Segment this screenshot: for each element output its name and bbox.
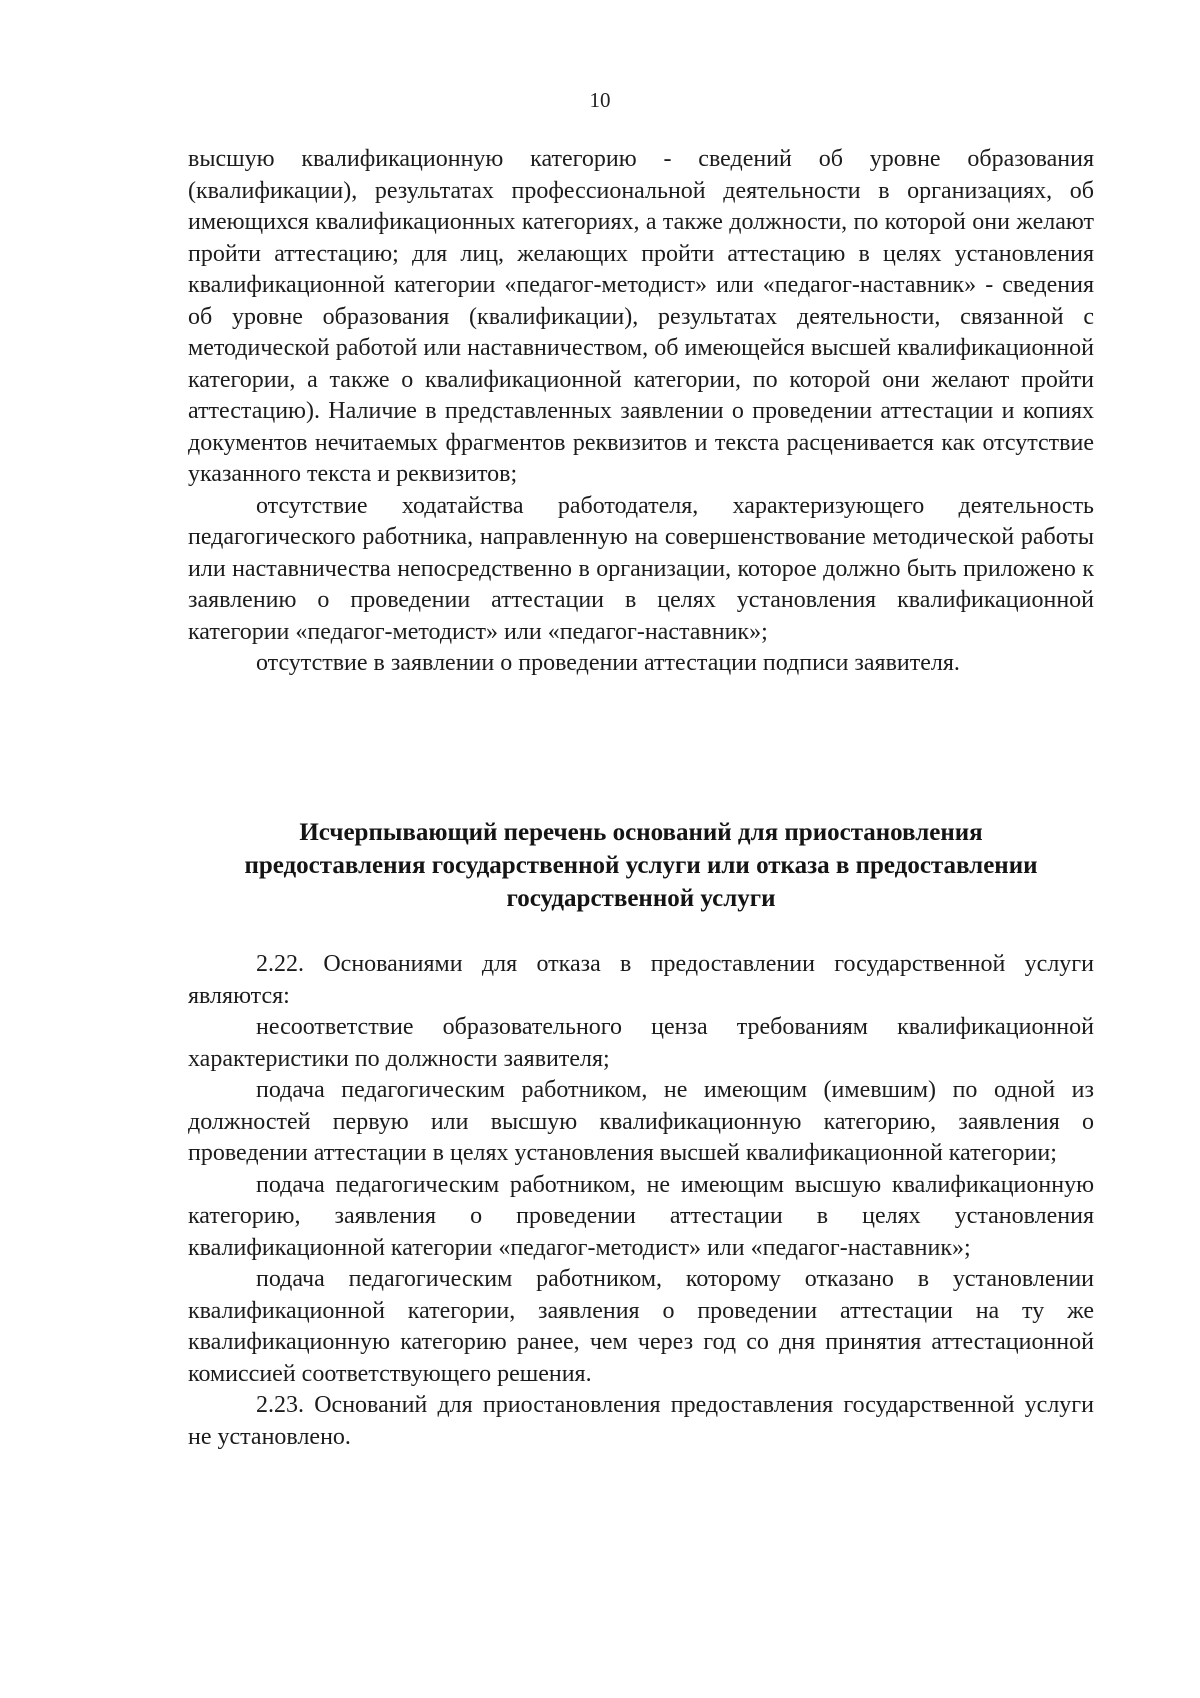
paragraph-continuation: высшую квалификационную категорию - сведений об уровне образования (квалификации), результатах профессиональной деятельности в организациях, об имеющихся квалификационных категориях, а также должности, по которой они желают пройти аттестацию; для лиц, желающих пройти аттестацию в целях установления квалификационной категории «педагог-методист» или «педагог-наставник» - сведения об уровне образования (квалификации), результатах деятельности, связанной с методической работой или наставничеством, об имеющейся высшей квалификационной категории, а также о квалификационной категории, по которой они желают пройти аттестацию). Наличие в представленных заявлении о проведении аттестации и копиях документов нечитаемых фрагментов реквизитов и текста расценивается как отсутствие указанного текста и реквизитов;	[188, 146, 1094, 487]
section-heading-line-3: государственной услуги	[506, 885, 776, 912]
section-heading	[188, 816, 1094, 915]
paragraph-repeat-application: подача педагогическим работником, которому отказано в установлении квалификационной категории, заявления о проведении аттестации на ту же квалификационную категорию ранее, чем через год со дня принятия аттестационной комиссией соответствующего решения.	[188, 1266, 1094, 1387]
bottom-text-block	[188, 949, 1094, 1453]
paragraph-2-22: 2.22. Основаниями для отказа в предоставлении государственной услуги являются:	[188, 951, 1094, 1009]
paragraph-methodist-mentor-application: подача педагогическим работником, не имеющим высшую квалификационную категорию, заявления о проведении аттестации в целях установления квалификационной категории «педагог-методист» или «педагог-наставник»;	[188, 1171, 1094, 1261]
paragraph-2-23: 2.23. Оснований для приостановления предоставления государственной услуги не установлено.	[188, 1392, 1094, 1450]
page-number: 10	[589, 88, 611, 112]
paragraph-no-signature: отсутствие в заявлении о проведении аттестации подписи заявителя.	[256, 650, 960, 676]
top-text-block	[188, 144, 1094, 680]
paragraph-qualification-mismatch: несоответствие образовательного ценза требованиям квалификационной характеристики по должности заявителя;	[188, 1014, 1094, 1072]
paragraph-no-employer-petition: отсутствие ходатайства работодателя, характеризующего деятельность педагогического работника, направленную на совершенствование методической работы или наставничества непосредственно в организации, которое должно быть приложено к заявлению о проведении аттестации в целях установления квалификационной категории «педагог-методист» или «педагог-наставник»;	[188, 492, 1094, 645]
section-heading-line-1: Исчерпывающий перечень оснований для приостановления	[299, 819, 983, 846]
paragraph-highest-category-application: подача педагогическим работником, не имеющим (имевшим) по одной из должностей первую или высшую квалификационную категорию, заявления о проведении аттестации в целях установления высшей квалификационной категории;	[188, 1077, 1094, 1166]
section-heading-line-2: предоставления государственной услуги или отказа в предоставлении	[244, 852, 1038, 879]
